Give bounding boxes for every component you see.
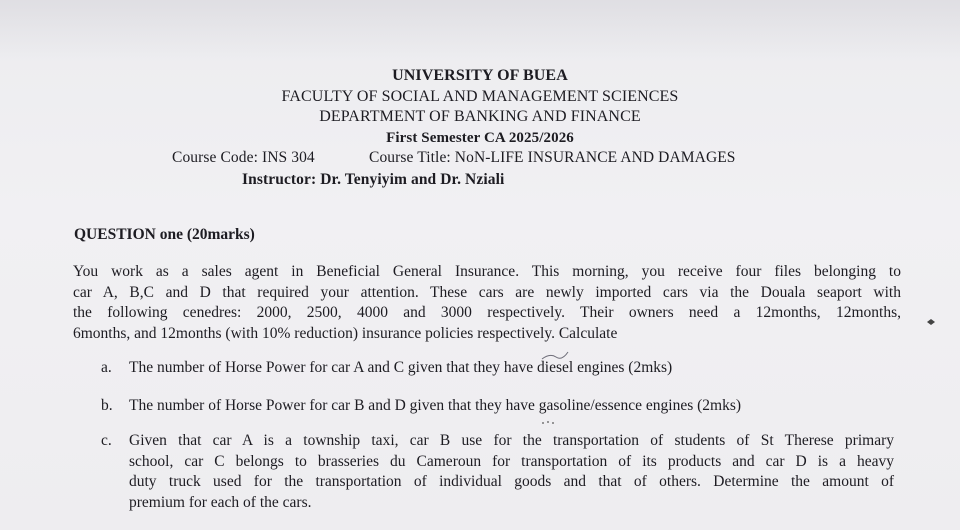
item-text-line: Given that car A is a township taxi, car B use for the transportation of students of St Therese primary <box>129 432 894 449</box>
pen-scribble <box>540 349 570 363</box>
university-name: UNIVERSITY OF BUEA <box>392 67 568 84</box>
item-text-line: school, car C belongs to brasseries du Cameroun for transportation of its products and car D is a heavy <box>129 452 894 470</box>
faculty-name: FACULTY OF SOCIAL AND MANAGEMENT SCIENCES <box>281 88 679 105</box>
item-marker: c. <box>101 432 112 449</box>
semester-label: First Semester CA 2025/2026 <box>386 130 574 146</box>
instructor-line: Instructor: Dr. Tenyiyim and Dr. Nziali <box>242 171 505 188</box>
page-shadow <box>0 0 960 60</box>
intro-line: the following cenedres: 2000, 2500, 4000 and 3000 respectively. Their owners need a 12months, 12months, <box>73 304 901 321</box>
item-text: The number of Horse Power for car B and D given that they have gasoline/essence engines (2mks) <box>129 397 742 414</box>
question-item-c <box>101 431 901 521</box>
item-text-line: duty truck used for the transportation of individual goods and that of others. Determine the amount of <box>129 473 894 490</box>
item-text: The number of Horse Power for car A and C given that they have diesel engines (2mks) <box>129 359 673 376</box>
item-text-line: premium for each of the cars. <box>129 493 312 511</box>
pen-dots <box>540 419 560 427</box>
question-item-a <box>101 358 901 380</box>
department-name: DEPARTMENT OF BANKING AND FINANCE <box>319 108 641 125</box>
question-heading: QUESTION one (20marks) <box>74 226 255 243</box>
course-code: Course Code: INS 304 <box>172 149 315 166</box>
item-text <box>129 431 894 513</box>
intro-line: You work as a sales agent in Beneficial General Insurance. This morning, you receive four files belonging to <box>73 263 901 280</box>
item-marker: a. <box>101 359 112 376</box>
question-intro <box>73 262 901 344</box>
intro-line: 6months, and 12months (with 10% reduction) insurance policies respectively. Calculate <box>73 324 618 342</box>
stray-mark <box>926 318 936 326</box>
intro-line: car A, B,C and D that required your attention. These cars are newly imported cars via the Douala seaport with <box>73 283 901 301</box>
question-item-b <box>101 396 901 418</box>
item-marker: b. <box>101 397 113 414</box>
course-title: Course Title: NoN-LIFE INSURANCE AND DAMAGES <box>369 149 736 166</box>
